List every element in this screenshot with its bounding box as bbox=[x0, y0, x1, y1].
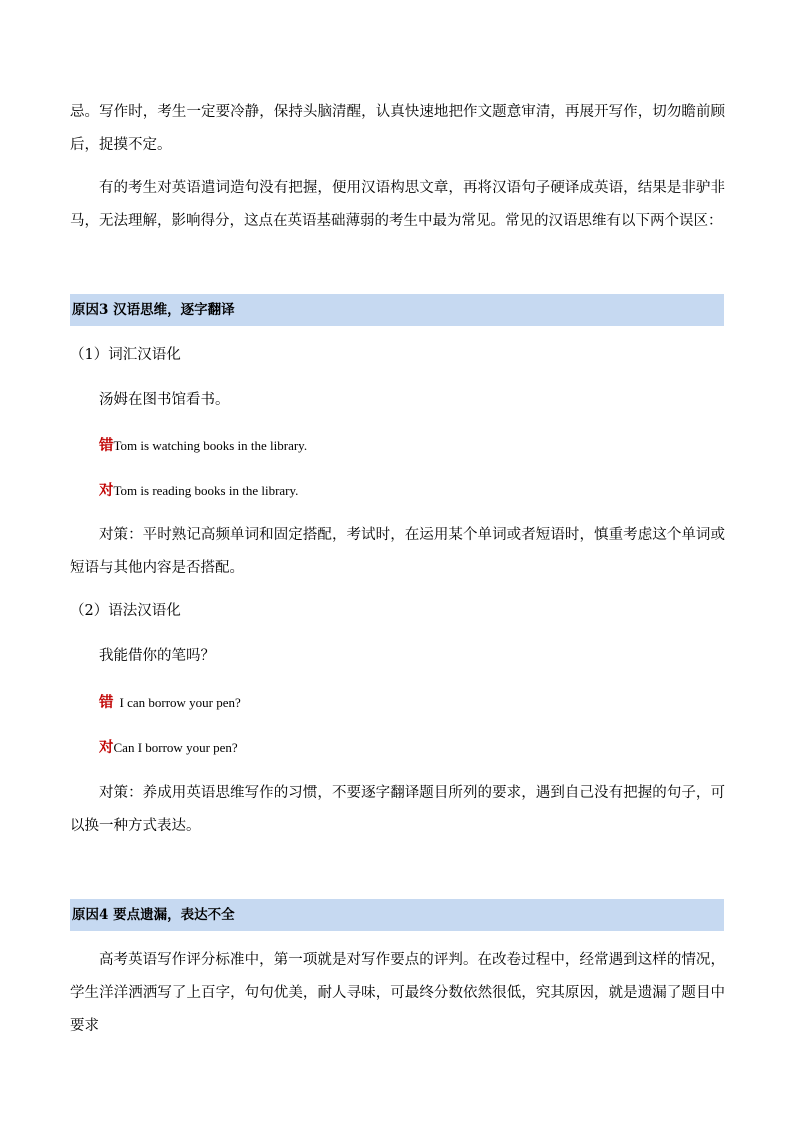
strategy-paragraph-grammar: 对策：养成用英语思维写作的习惯，不要逐字翻译题目所列的要求，遇到自己没有把握的句子，可以换一种方式表达。 bbox=[70, 785, 725, 834]
example-chinese-sentence: 汤姆在图书馆看书。 bbox=[99, 392, 230, 408]
section-heading-text-4: 原因4 要点遗漏，表达不全 bbox=[72, 907, 235, 923]
wrong-example-line bbox=[99, 429, 307, 463]
correct-example-english: Tom is reading books in the library. bbox=[113, 483, 299, 498]
section-heading-text: 原因3 汉语思维，逐字翻译 bbox=[72, 302, 235, 318]
wrong-example-english: Tom is watching books in the library. bbox=[113, 438, 308, 453]
subsection-label-grammar: （2）语法汉语化 bbox=[70, 603, 181, 619]
wrong-example-english-2: I can borrow your pen? bbox=[119, 695, 241, 710]
correct-example-line-2 bbox=[99, 731, 238, 765]
paragraph-scoring-standard: 高考英语写作评分标准中，第一项就是对写作要点的评判。在改卷过程中，经常遇到这样的情况，学生洋洋洒洒写了上百字，句句优美，耐人寻味，可最终分数依然很低，究其原因，就是遗漏了题目中要求 bbox=[70, 952, 725, 1034]
strategy-paragraph-vocabulary: 对策：平时熟记高频单词和固定搭配，考试时，在运用某个单词或者短语时，慎重考虑这个单词或短语与其他内容是否搭配。 bbox=[70, 527, 725, 576]
subsection-label-vocabulary: （1）词汇汉语化 bbox=[70, 347, 181, 363]
wrong-mark: 错 bbox=[99, 437, 114, 454]
correct-example-line bbox=[99, 474, 298, 508]
correct-mark: 对 bbox=[99, 482, 114, 499]
paragraph-intro-tail: 忌。写作时，考生一定要冷静，保持头脑清醒，认真快速地把作文题意审清，再展开写作，切勿瞻前顾后，捉摸不定。 bbox=[70, 104, 725, 153]
example-chinese-sentence-2: 我能借你的笔吗？ bbox=[99, 648, 215, 664]
paragraph-chinese-thinking: 有的考生对英语遣词造句没有把握，便用汉语构思文章，再将汉语句子硬译成英语，结果是非驴非马，无法理解，影响得分，这点在英语基础薄弱的考生中最为常见。常见的汉语思维有以下两个误区： bbox=[70, 180, 725, 229]
section-heading-reason-4 bbox=[70, 899, 724, 931]
wrong-example-line-2 bbox=[99, 686, 241, 720]
wrong-mark-2: 错 bbox=[99, 694, 114, 711]
section-heading-reason-3 bbox=[70, 294, 724, 326]
correct-mark-2: 对 bbox=[99, 739, 114, 756]
correct-example-english-2: Can I borrow your pen? bbox=[113, 740, 238, 755]
